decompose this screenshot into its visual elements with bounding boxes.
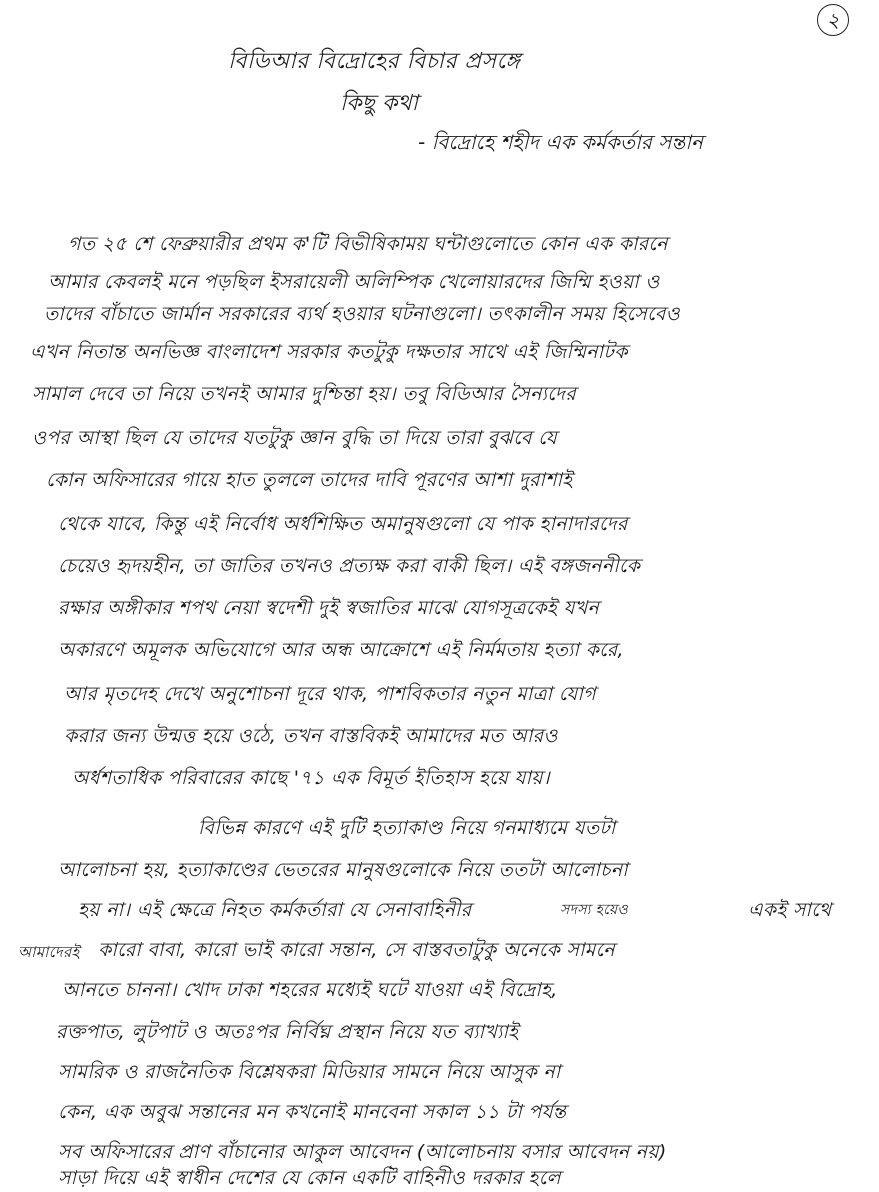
text-line-3: তাদের বাঁচাতে জার্মান সরকারের ব্যর্থ হওয়ার ঘটনাগুলো। তৎকালীন সময় হিসেবেও (44, 303, 680, 325)
text-line-12: আর মৃতদেহ দেখে অনুশোচনা দূরে থাক, পাশবিকতার নতুন মাত্রা যোগ (64, 683, 596, 705)
text-line-20: রক্তপাত, লুটপাট ও অতঃপর নির্বিঘ্ন প্রস্থান নিয়ে যত ব্যাখ্যাই (56, 1021, 519, 1043)
text-line-17: হয় না। এই ক্ষেত্রে নিহত কর্মকর্তারা যে সেনাবাহিনীর (78, 899, 472, 921)
text-line-8: থেকে যাবে, কিন্তু এই নির্বোধ অর্ধশিক্ষিত অমানুষগুলো যে পাক হানাদারদের (58, 513, 628, 535)
text-line-13: করার জন্য উন্মত্ত হয়ে ওঠে, তখন বাস্তবিকই আমাদের মত আরও (64, 725, 558, 747)
document-subtitle: কিছু কথা (340, 91, 419, 116)
text-line-21: সামরিক ও রাজনৈতিক বিশ্লেষকরা মিডিয়ার সামনে নিয়ে আসুক না (58, 1061, 561, 1083)
text-line-16: আলোচনা হয়, হত্যাকাণ্ডের ভেতরের মানুষগুলোকে নিয়ে ততটা আলোচনা (58, 859, 628, 881)
text-line-9: চেয়েও হৃদয়হীন, তা জাতির তখনও প্রত্যক্ষ করা বাকী ছিল। এই বঙ্গজননীকে (58, 555, 641, 577)
text-line-10: রক্ষার অঙ্গীকার শপথ নেয়া স্বদেশী দুই স্বজাতির মাঝে যোগসূত্রকেই যখন (58, 597, 600, 619)
text-line-22: কেন, এক অবুঝ সন্তানের মন কখনোই মানবেনা সকাল ১১ টা পর্যন্ত (58, 1101, 567, 1123)
text-line-15: বিভিন্ন কারণে এই দুটি হত্যাকাণ্ড নিয়ে গনমাধ্যমে যতটা (198, 817, 616, 839)
text-line-7: কোন অফিসারের গায়ে হাত তুললে তাদের দাবি পূরণের আশা দুরাশাই (46, 469, 573, 491)
text-line-17-end: একই সাথে (748, 899, 832, 921)
inline-insertion: সদস্য হয়েও (560, 902, 628, 918)
margin-note: আমাদেরই (18, 943, 80, 961)
text-line-18: কারো বাবা, কারো ভাই কারো সন্তান, সে বাস্তবতাটুকু অনেকে সামনে (98, 939, 615, 961)
document-title: বিডিআর বিদ্রোহের বিচার প্রসঙ্গে (228, 49, 521, 74)
text-line-19: আনতে চাননা। খোদ ঢাকা শহরের মধ্যেই ঘটে যাওয়া এই বিদ্রোহ, (62, 979, 558, 1001)
text-line-4: এখন নিতান্ত অনভিজ্ঞ বাংলাদেশ সরকার কতটুকু দক্ষতার সাথে এই জিম্মিনাটক (30, 341, 628, 363)
page-number: ২ (817, 4, 849, 36)
document-byline: - বিদ্রোহে শহীদ এক কর্মকর্তার সন্তান (418, 130, 703, 154)
text-line-11: অকারণে অমূলক অভিযোগে আর অন্ধ আক্রোশে এই নির্মমতায় হত্যা করে, (58, 639, 624, 661)
text-line-14: অর্ধশতাধিক পরিবারের কাছে '৭১ এক বিমূর্ত ইতিহাস হয়ে যায়। (72, 767, 550, 789)
text-line-24: সাড়া দিয়ে এই স্বাধীন দেশের যে কোন একটি বাহিনীও দরকার হলে (58, 1167, 561, 1189)
text-line-1: গত ২৫ শে ফেব্রুয়ারীর প্রথম ক'টি বিভীষিকাময় ঘন্টাগুলোতে কোন এক কারনে (68, 233, 668, 255)
text-line-6: ওপর আস্থা ছিল যে তাদের যতটুকু জ্ঞান বুদ্ধি তা দিয়ে তারা বুঝবে যে (32, 427, 558, 449)
text-line-2: আমার কেবলই মনে পড়ছিল ইসরায়েলী অলিম্পিক খেলোয়ারদের জিম্মি হওয়া ও (48, 271, 660, 293)
text-line-5: সামাল দেবে তা নিয়ে তখনই আমার দুশ্চিন্তা হয়। তবু বিডিআর সৈন্যদের (32, 383, 576, 405)
text-line-23: সব অফিসারের প্রাণ বাঁচানোর আকুল আবেদন (আলোচনায় বসার আবেদন নয়) (58, 1141, 667, 1163)
